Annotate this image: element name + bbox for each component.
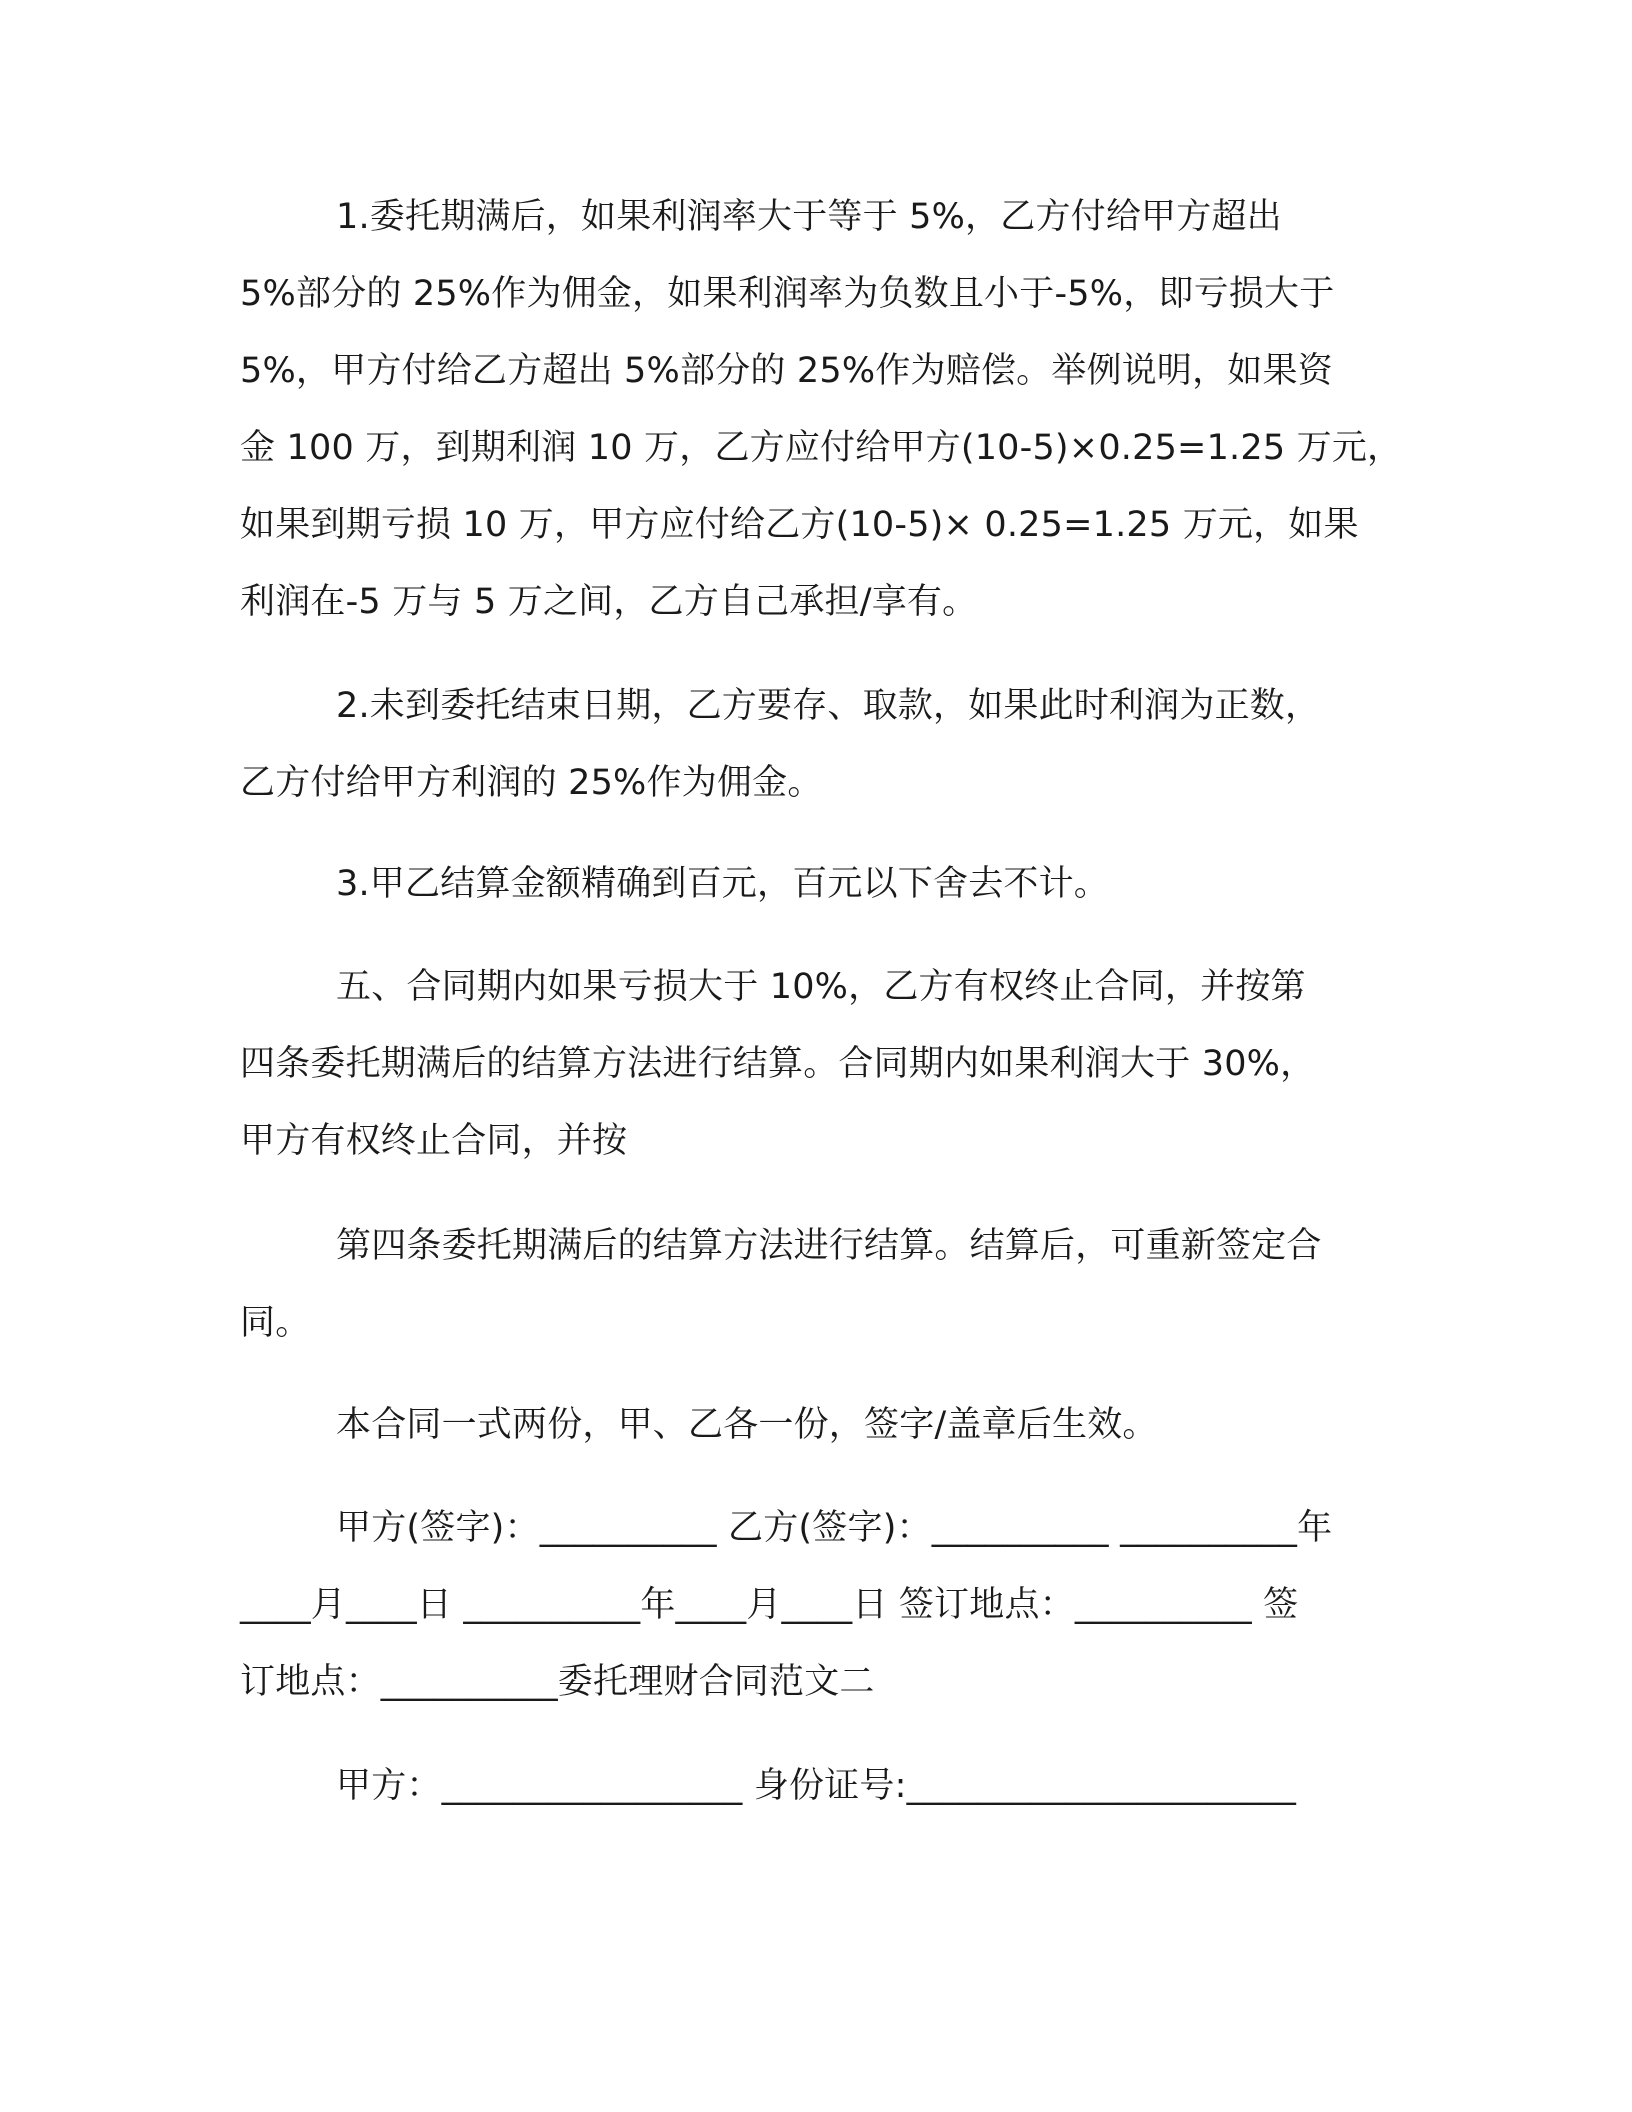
paragraph-line: 如果到期亏损 10 万，甲方应付给乙方(10-5)× 0.25=1.25 万元，如果 (240, 505, 1359, 545)
paragraph-line: 3.甲乙结算金额精确到百元，百元以下舍去不计。 (336, 864, 1109, 904)
paragraph-termination (240, 949, 1390, 1180)
paragraph-line: 甲方：_________________ 身份证号:______________________ (336, 1766, 1297, 1806)
paragraph-settlement-on-expiry (240, 179, 1403, 641)
signature-block (240, 1490, 1390, 1721)
paragraph-line: 本合同一式两份，甲、乙各一份，签字/盖章后生效。 (336, 1405, 1158, 1445)
paragraph-line: 同。 (240, 1303, 311, 1343)
paragraph-early-withdrawal (240, 668, 1390, 822)
paragraph-line: 5%部分的 25%作为佣金，如果利润率为负数且小于-5%，即亏损大于 (240, 274, 1335, 314)
paragraph-line: 甲方有权终止合同，并按 (240, 1121, 628, 1161)
paragraph-line: 乙方付给甲方利润的 25%作为佣金。 (240, 763, 823, 803)
paragraph-line: 2.未到委托结束日期，乙方要存、取款，如果此时利润为正数， (336, 686, 1321, 726)
paragraph-line: 5%，甲方付给乙方超出 5%部分的 25%作为赔偿。举例说明，如果资 (240, 351, 1333, 391)
party-a-id-line (240, 1748, 1390, 1825)
paragraph-line: 五、合同期内如果亏损大于 10%，乙方有权终止合同，并按第 (336, 967, 1306, 1007)
paragraph-line: 四条委托期满后的结算方法进行结算。合同期内如果利润大于 30%， (240, 1044, 1316, 1084)
signature-line: 甲方(签字)：__________ 乙方(签字)：__________ __________年 (336, 1508, 1333, 1548)
paragraph-line: 1.委托期满后，如果利润率大于等于 5%，乙方付给甲方超出 (336, 197, 1282, 237)
signature-line: ____月____日 __________年____月____日 签订地点：__________ 签 (240, 1585, 1299, 1625)
paragraph-copies (240, 1387, 1390, 1464)
paragraph-line: 金 100 万，到期利润 10 万，乙方应付给甲方(10-5)×0.25=1.25 万元， (240, 428, 1403, 468)
paragraph-line: 利润在-5 万与 5 万之间，乙方自己承担/享有。 (240, 582, 978, 622)
paragraph-line: 第四条委托期满后的结算方法进行结算。结算后，可重新签定合 (336, 1226, 1322, 1266)
signature-line: 订地点：__________委托理财合同范文二 (240, 1662, 875, 1702)
paragraph-rounding (240, 846, 1390, 923)
paragraph-resettlement (240, 1208, 1390, 1362)
